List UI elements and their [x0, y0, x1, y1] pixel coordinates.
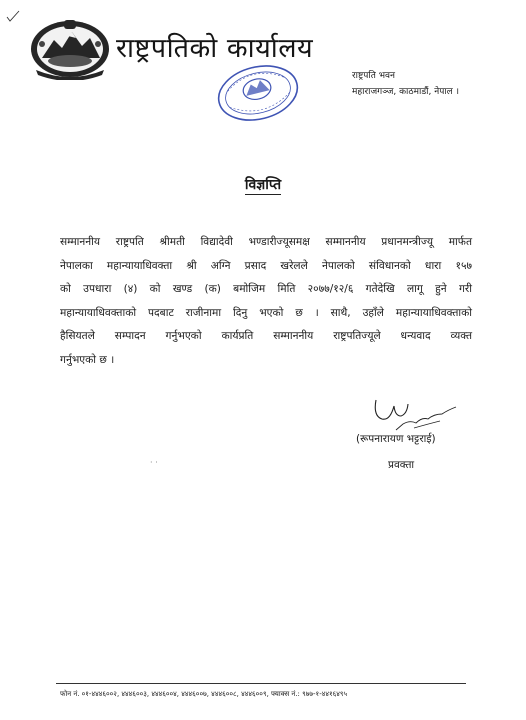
address-line-city: महाराजगञ्ज, काठमाडौं, नेपाल । — [352, 87, 460, 97]
notice-line: सम्माननीय राष्ट्रपति श्रीमती विद्यादेवी भण्डारीज्यूसमक्ष सम्माननीय प्रधानमन्त्रीज्यू मार्फत — [60, 236, 472, 248]
notice-line: गर्नुभएको छ । — [60, 353, 115, 366]
check-mark-icon — [6, 10, 20, 22]
footer-contact: फोन नं. ०१-४४४६००२, ४४४६००३, ४४४६००४, ४४४६००७, ४४४६००८, ४४४६००९, फ्याक्स नं.: ९७७-१-४४१६४९५ — [60, 690, 348, 698]
footer-divider — [56, 683, 466, 684]
office-stamp-icon — [213, 62, 303, 124]
notice-body — [60, 231, 472, 373]
notice-line: नेपालका महान्यायाधिवक्ता श्री अग्नि प्रसाद खरेलले नेपालको संविधानको धारा १५७ — [60, 259, 472, 272]
handwritten-signature-icon — [370, 394, 462, 434]
office-title: राष्ट्रपतिको कार्यालय — [116, 33, 314, 64]
signatory-name: (रूपनारायण भट्टराई) — [356, 433, 436, 445]
address-line-building: राष्ट्रपति भवन — [352, 71, 396, 81]
notice-line: महान्यायाधिवक्ताको पदबाट राजीनामा दिनु भएको छ । साथै, उहाँले महान्यायाधिवक्ताको — [60, 306, 472, 319]
notice-heading: विज्ञप्ति — [244, 177, 282, 193]
notice-line: को उपधारा (४) को खण्ड (क) बमोजिम मिति २०७७/१२/६ गतेदेखि लागू हुने गरी — [60, 283, 472, 296]
notice-line: हैसियतले सम्पादन गर्नुभएको कार्यप्रति सम्माननीय राष्ट्रपतिज्यूले धन्यवाद व्यक्त — [60, 330, 472, 343]
nepal-emblem-icon — [28, 14, 112, 80]
scan-speck: · · — [150, 458, 158, 467]
signatory-title: प्रवक्ता — [388, 459, 415, 471]
